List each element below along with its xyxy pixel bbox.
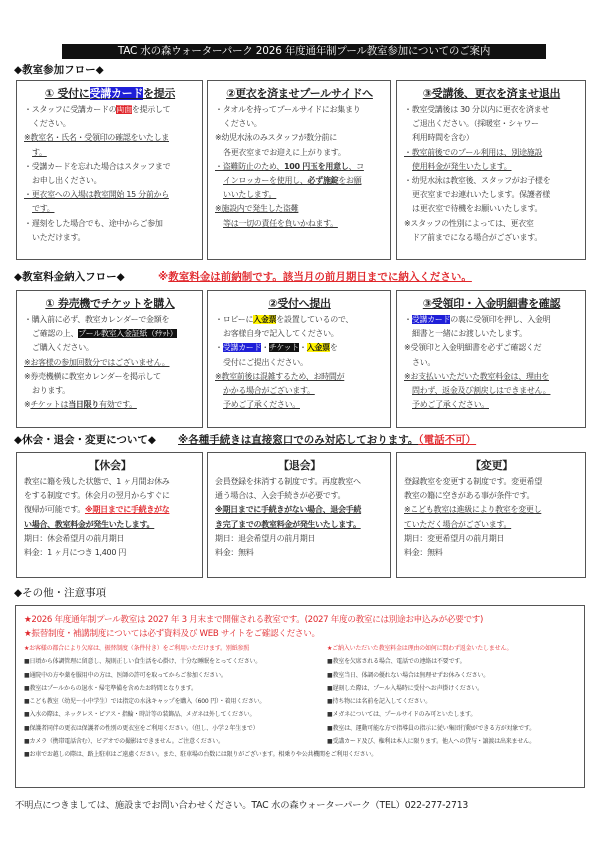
text-line: ・購入前に必ず、教室カレンダーで金額を xyxy=(24,315,170,324)
text-line: いただけます。 xyxy=(32,232,86,242)
notes-star-line: ★振替制度・補講制度については必ず資料及び WEB サイトをご確認ください。 xyxy=(24,629,320,639)
notice-text: ※各種手続きは直接窓口でのみ対応しております。 xyxy=(178,434,419,446)
text-line: ※お支払いいただいた教室料金は、理由を xyxy=(404,371,550,381)
text-line: 会員登録を抹消する制度です。再度教室へ xyxy=(215,477,361,486)
text-line: ・タオルを持ってプールサイドにお集まり xyxy=(215,105,361,114)
note-item: ★お客様の都合により欠席は、振替制度（条件付き）をご利用いただけます。別紙参照 xyxy=(24,645,250,652)
notes-right-column xyxy=(319,642,576,762)
text-line: ドア前までになる場合がございます。 xyxy=(412,232,543,242)
notice-text: 教室料金は前納制です。該当月の前月期日までに納入ください。 xyxy=(168,271,472,283)
leave-title: 【休会】 xyxy=(88,459,132,472)
payment-step-2-box xyxy=(207,290,391,428)
section-heading-notes: ◆その他・注意事項 xyxy=(14,587,107,599)
note-item: ■入水の際は、ネックレス・ピアス・指輪・時計等の装飾品、メガネは外してください。 xyxy=(24,711,256,719)
text-line: 教室に籍を残した状態で、1 ヶ月間お休み xyxy=(24,477,170,486)
warning-line: ・盗難防止のため、100 円玉を用意し、コ xyxy=(215,161,364,171)
text-line: ・受講カードを忘れた場合はスタッフまで xyxy=(24,161,171,171)
flow-step-3-title: ③受講後、更衣を済ませ退出 xyxy=(422,87,561,100)
note-item: ■日頃から体調管理に留意し、規則正しい食生活を心掛け、十分な睡眠をとってください。 xyxy=(24,658,262,666)
payment-step-2-title: ②受付へ提出 xyxy=(268,297,331,310)
warning-line: ・教室前後でのプール利用は、別途施設 xyxy=(404,147,543,157)
title-text: ① 受付に xyxy=(44,87,90,100)
warning-line: い場合、教室料金が発生いたします。 xyxy=(24,519,155,529)
note-item: ■受講カード及び、権利は本人に限ります。他人への貸与・譲渡は出来ません。 xyxy=(327,738,536,746)
payment-notice xyxy=(158,269,472,284)
section-heading-payment: ◆教室料金納入フロー◆ xyxy=(14,271,125,283)
text-line: 細書と一緒にお渡しいたします。 xyxy=(412,329,527,339)
notes-box xyxy=(15,605,585,788)
payment-step-3-title: ③受領印・入金明細書を確認 xyxy=(422,297,561,310)
deadline: 期日：休会希望月の前月期日 xyxy=(24,533,125,543)
flow-step-2-box xyxy=(207,80,391,260)
text-line: 登録教室を変更する制度です。変更希望 xyxy=(404,477,542,486)
text-line: ・スタッフに受講カードの両面を提示して xyxy=(24,105,171,114)
warning-line: いいたします。 xyxy=(223,190,277,200)
note-item: ■教室は、運動可能な方で指導員の指示に従い集団行動ができる方が対象です。 xyxy=(327,724,535,732)
note-item: ■教室を欠席される場合、電話での連絡は不要です。 xyxy=(327,658,466,666)
text-line: ご退出ください。（採暖室・シャワー xyxy=(412,119,539,129)
text-line: 教室の籍に空きがある事が条件です。 xyxy=(404,491,535,501)
text-line: ※受領印と入金明細書を必ずご確認くだ xyxy=(404,343,542,353)
withdraw-title: 【退会】 xyxy=(278,459,321,472)
note-item: ■保護者同伴の更衣は保護者の性別の更衣室をご利用ください。（但し、小学２年生まで） xyxy=(24,724,259,732)
text-line: ※券売機横に教室カレンダーを掲示して xyxy=(24,371,161,381)
text-line: ください。 xyxy=(223,119,262,129)
highlight-card: 受講カード xyxy=(89,87,144,100)
notice-phone-not-accepted: （電話不可） xyxy=(418,434,477,446)
section-heading-flow: ◆教室参加フロー◆ xyxy=(14,64,104,76)
notes-left-column xyxy=(24,642,377,762)
fee: 料金：無料 xyxy=(404,548,443,558)
text-line: ※施設内で発生した盗難 xyxy=(215,204,299,214)
note-item: ★ご納入いただいた教室料金は理由の如何に問わず返金いたしません。 xyxy=(327,645,513,652)
warning-line: す。 xyxy=(32,147,47,157)
section-heading-changes: ◆休会・退会・変更について◆ xyxy=(14,434,156,446)
text-line: かかる場合がございます。 xyxy=(223,386,315,396)
warning-line: ・更衣室への入場は教室開始 15 分前から xyxy=(24,190,169,200)
page-title: TAC 水の森ウォーターパーク 2026 年度通年制プール教室参加についてのご案内 xyxy=(62,44,546,59)
text-line: 利用時間を含む） xyxy=(412,133,474,143)
notes-grid xyxy=(24,642,576,762)
text-line: ・教室受講後は 30 分以内に更衣を済ませ xyxy=(404,105,549,114)
text-line: ※こども教室は進級により教室を変更し xyxy=(404,505,542,515)
withdraw-box xyxy=(207,452,391,578)
warning-line: です。 xyxy=(32,204,55,214)
text-line: 更衣室までお連れいたします。保護者様 xyxy=(412,190,550,200)
note-item: ■こども教室（幼児～小中学生）では指定の水泳キャップを購入（600 円）・着用ください。 xyxy=(24,698,266,706)
text-line: 問わず、返金及び割戻しはできません。 xyxy=(412,386,551,396)
warning-line: ※チケットは当日限り有効です。 xyxy=(24,400,137,410)
note-item: ■遅刻した際は、プール入場時に受付へお声掛けください。 xyxy=(327,684,483,692)
note-item: ■持ち物には名前を記入してください。 xyxy=(327,698,432,706)
text-line: ・遅刻をした場合でも、途中からご参加 xyxy=(24,218,163,228)
text-line: ていただく場合がございます。 xyxy=(404,519,512,529)
warning-line: ※お客様の参加回数分ではございません。 xyxy=(24,357,170,367)
note-item: ■メガネについては、プールサイドのみ可といたします。 xyxy=(327,711,477,719)
deadline: 期日：変更希望月の前月期日 xyxy=(404,533,505,543)
text-line: 等は一切の責任を負いかねます。 xyxy=(223,218,338,228)
text-line: ・幼児水泳は教室後、スタッフがお子様を xyxy=(404,176,551,186)
payment-step-1-box xyxy=(16,290,203,428)
flow-step-1-title xyxy=(24,85,196,101)
text-line: 各更衣室までお迎えに上がります。 xyxy=(223,147,346,157)
change-box xyxy=(396,452,586,578)
note-item: ■教室はプールからの退水・帰宅準備を含めたお時間となります。 xyxy=(24,684,197,692)
text-line: おります。 xyxy=(32,386,70,396)
text-line: ください。 xyxy=(32,119,71,129)
text-line: ※教室前後は混雑するため、お時間が xyxy=(215,371,345,381)
text-line: さい。 xyxy=(412,357,436,367)
payment-step-1-title: ① 券売機でチケットを購入 xyxy=(45,297,175,310)
warning-line: インロッカーを使用し、必ず施錠をお願 xyxy=(223,176,362,186)
warning-line: き完了までの教室料金が発生いたします。 xyxy=(215,519,361,529)
warning-line: ※教室名・氏名・受領印の確認をいたしま xyxy=(24,133,170,143)
flow-step-1-box xyxy=(16,80,203,260)
text-line: 予めご了承ください。 xyxy=(223,400,300,410)
payment-step-3-box xyxy=(396,290,586,428)
text-line: ご購入ください。 xyxy=(32,343,94,353)
deadline: 期日：退会希望月の前月期日 xyxy=(215,533,316,543)
text-line: 通う場合は、入会手続きが必要です。 xyxy=(215,491,346,501)
flow-step-2-title: ②更衣を済ませプールサイドへ xyxy=(226,87,373,100)
text-line: をする制度です。休会月の翌月からすぐに xyxy=(24,491,170,501)
text-line: 予めご了承ください。 xyxy=(412,400,489,410)
notice-prefix: ※ xyxy=(158,271,169,283)
text-line: ・受講カード・チケット・入金票を xyxy=(215,343,338,353)
text-line: ※スタッフの性別によっては、更衣室 xyxy=(404,218,534,228)
leave-box xyxy=(16,452,203,578)
text-line: お申し出ください。 xyxy=(32,176,102,186)
text-line: 復帰が可能です。※期日までに手続きがな xyxy=(24,505,170,515)
note-item: ■カメラ（携帯電話含む）、ビデオでの撮影はできません。ご注意ください。 xyxy=(24,738,224,746)
changes-notice xyxy=(178,432,476,447)
warning-line: ※期日までに手続きがない場合、退会手続 xyxy=(215,505,362,515)
note-item: ■お車でお越しの際は、路上駐車はご遠慮ください。また、駐車場の台数には限りがございます。相乗りや公共機関をご利用ください。 xyxy=(24,751,377,759)
text-line: ・受講カードの裏に受領印を押し、入金明 xyxy=(404,315,551,324)
flow-step-3-box xyxy=(396,80,586,260)
note-item: ■通院中の方や薬を服用中の方は、医師の許可を取ってからご参加ください。 xyxy=(24,671,227,679)
text-line: ご確認の上、プール教室入金証紙（ﾁｹｯﾄ） xyxy=(32,329,178,339)
warning-line: 使用料金が発生いたします。 xyxy=(412,161,512,171)
contact-footer: 不明点につきましては、施設までお問い合わせください。TAC 水の森ウォーターパーク（TEL）022-277-2713 xyxy=(15,800,469,811)
change-title: 【変更】 xyxy=(470,459,513,472)
text-line: 受付にご提出ください。 xyxy=(223,357,308,367)
text-line: ・ロビーに入金票を設置しているので、 xyxy=(215,315,354,324)
text-line: お客様自身で記入してください。 xyxy=(223,329,339,339)
notes-star-line: ★2026 年度通年制プール教室は 2027 年 3 月末まで開催される教室です。(2027 年度の教室には別途お申込みが必要です) xyxy=(24,615,484,625)
fee: 料金：1 ヶ月につき 1,400 円 xyxy=(24,548,127,558)
text-line: ※幼児水泳のみスタッフが数分前に xyxy=(215,133,337,143)
fee: 料金：無料 xyxy=(215,548,254,558)
title-text: を提示 xyxy=(143,87,176,100)
text-line: は更衣室で待機をお願いいたします。 xyxy=(412,204,543,214)
note-item: ■教室当日、体調の優れない場合は無理せずお休みください。 xyxy=(327,671,490,679)
